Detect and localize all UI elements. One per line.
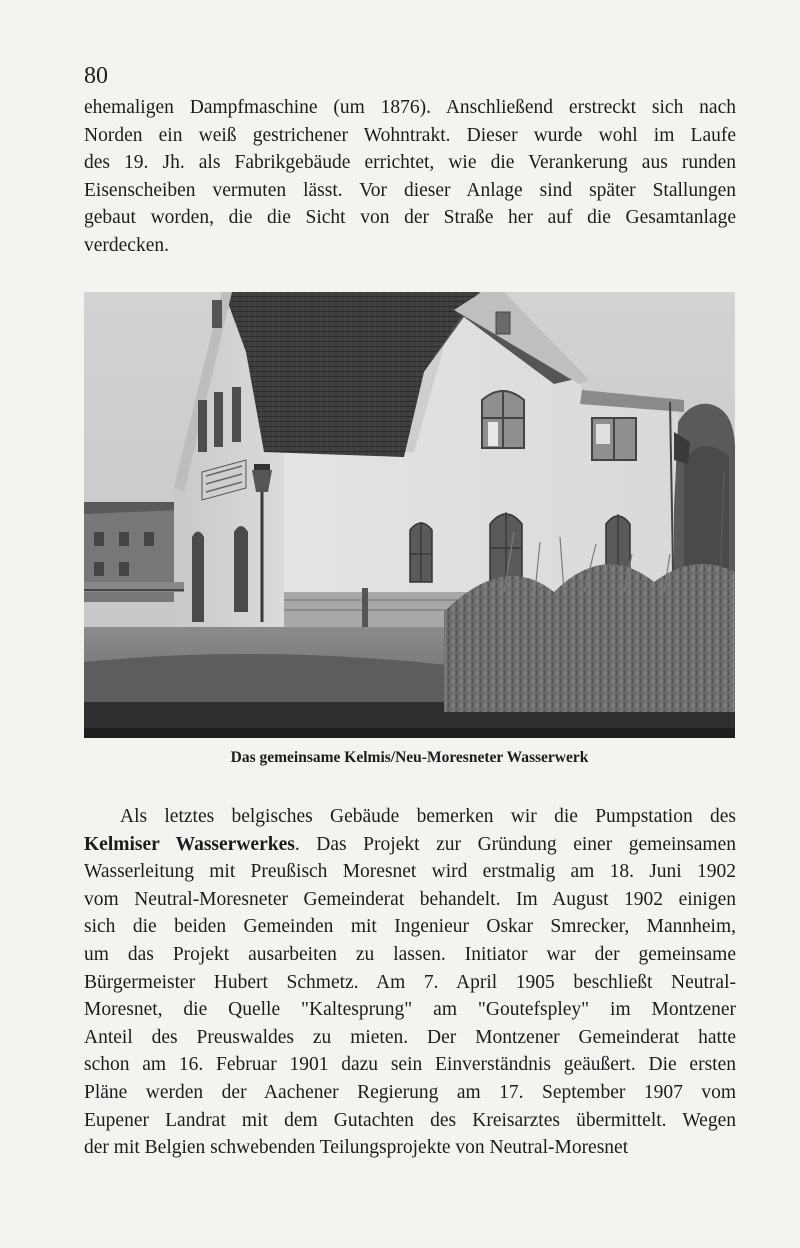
text-line: um das Projekt ausarbeiten zu lassen. Initiator war der gemeinsame xyxy=(84,943,736,965)
kelmiser-wasserwerkes-bold: Kelmiser Wasserwerkes xyxy=(84,833,295,855)
text-line: vom Neutral-Moresneter Gemeinderat behandelt. Im August 1902 einigen xyxy=(84,888,736,910)
text-line: gebaut worden, die die Sicht von der Straße her auf die Gesamtanlage xyxy=(84,207,736,229)
text-line: Wasserleitung mit Preußisch Moresnet wird erstmalig am 18. Juni 1902 xyxy=(84,861,736,883)
photo-caption: Das gemeinsame Kelmis/Neu-Moresneter Wasserwerk xyxy=(230,749,589,766)
text-line xyxy=(84,831,736,859)
waterworks-photo xyxy=(84,292,735,738)
text-fragment: . Das Projekt zur Gründung einer gemeinsamen xyxy=(294,833,736,855)
text-line: Norden ein weiß gestrichener Wohntrakt. Dieser wurde wohl im Laufe xyxy=(84,124,736,146)
paragraph-top xyxy=(84,94,736,260)
text-line: schon am 16. Februar 1901 dazu sein Einverständnis geäußert. Die ersten xyxy=(84,1054,736,1076)
text-line: sich die beiden Gemeinden mit Ingenieur Oskar Smrecker, Mannheim, xyxy=(84,916,736,938)
text-line: Als letztes belgisches Gebäude bemerken wir die Pumpstation des xyxy=(120,806,736,827)
page-number: 80 xyxy=(84,63,108,89)
text-line: verdecken. xyxy=(84,234,169,256)
text-line: Anteil des Preuswaldes zu mieten. Der Montzener Gemeinderat hatte xyxy=(84,1026,736,1048)
text-line: Eisenscheiben vermuten lässt. Vor dieser Anlage sind später Stallungen xyxy=(84,179,736,201)
text-line: Bürgermeister Hubert Schmetz. Am 7. April 1905 beschließt Neutral- xyxy=(84,971,736,993)
waterworks-photo-image xyxy=(84,292,735,738)
text-line: ehemaligen Dampfmaschine (um 1876). Anschließend erstreckt sich nach xyxy=(84,97,736,118)
text-line: der mit Belgien schwebenden Teilungsprojekte von Neutral-Moresnet xyxy=(84,1137,629,1159)
text-line: Pläne werden der Aachener Regierung am 17. September 1907 vom xyxy=(84,1081,736,1103)
paragraph-bottom xyxy=(84,803,736,1162)
text-line: Moresnet, die Quelle "Kaltesprung" am "Goutefspley" im Montzener xyxy=(84,999,736,1021)
text-line: Eupener Landrat mit dem Gutachten des Kreisarztes übermittelt. Wegen xyxy=(84,1109,736,1131)
text-line: des 19. Jh. als Fabrikgebäude errichtet, wie die Verankerung aus runden xyxy=(84,152,736,174)
